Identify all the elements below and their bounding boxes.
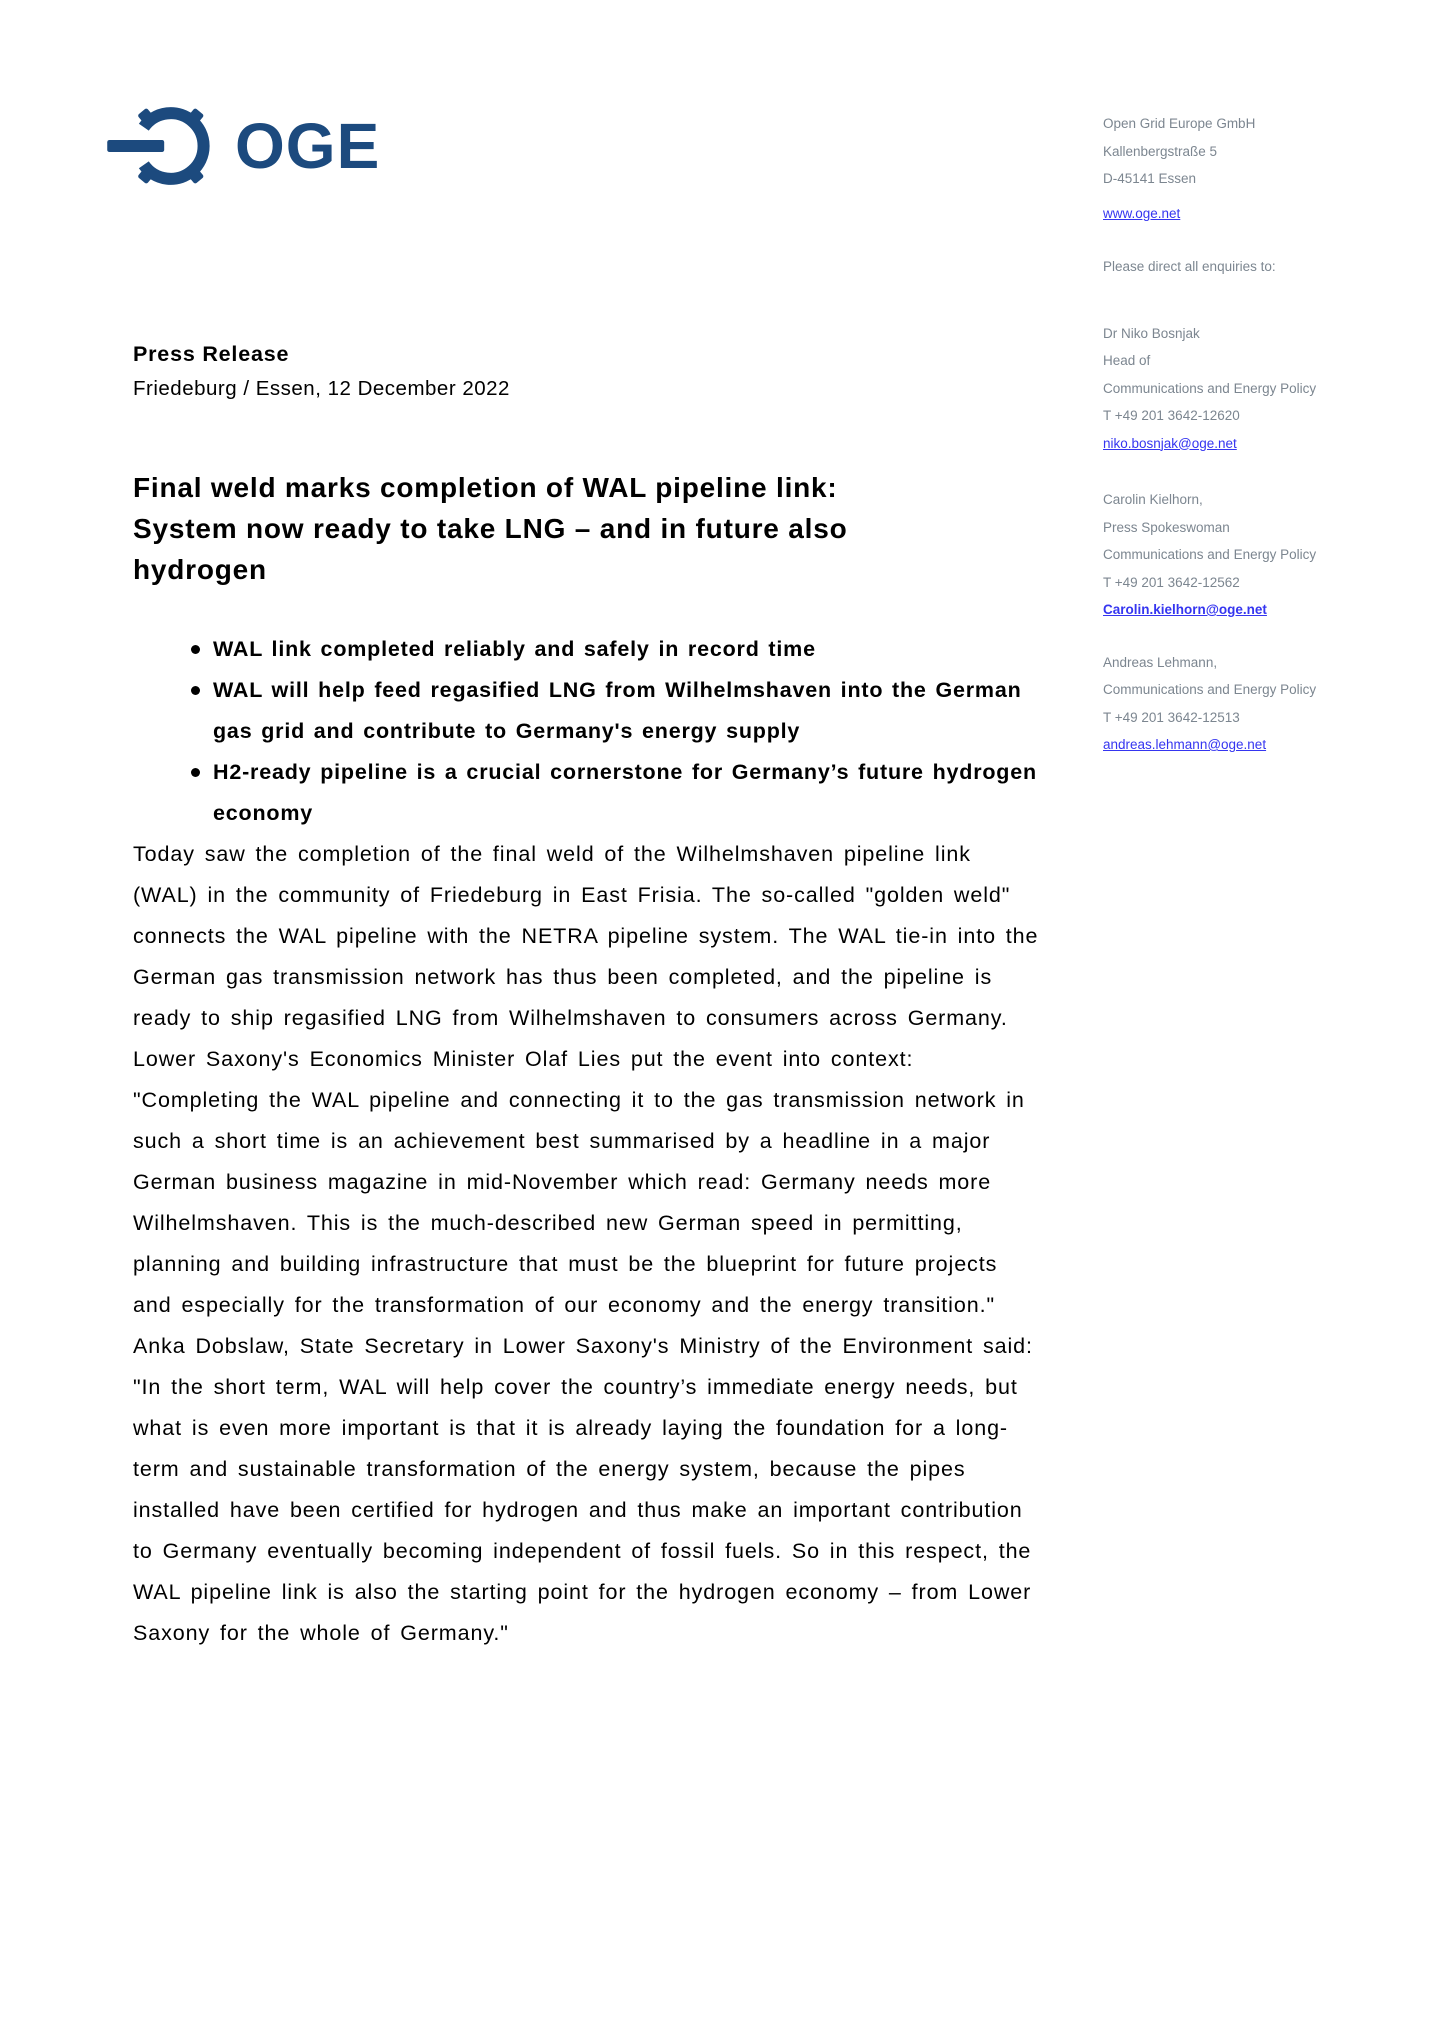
company-website-link[interactable]: www.oge.net — [1103, 205, 1181, 221]
key-points-list — [133, 629, 1041, 834]
press-release-document — [133, 340, 1041, 1654]
contact-email-link[interactable]: Carolin.kielhorn@oge.net — [1103, 602, 1267, 617]
press-release-label: Press Release — [133, 342, 290, 366]
dateline: Friedeburg / Essen, 12 December 2022 — [133, 377, 510, 400]
pipeline-ring-icon — [103, 100, 221, 192]
contact-block-andreas-lehmann — [1103, 649, 1403, 759]
company-name: Open Grid Europe GmbH — [1103, 116, 1256, 131]
oge-logo — [103, 100, 380, 192]
key-point: WAL link completed reliably and safely in record time — [133, 629, 1041, 670]
headline-line: Final weld marks completion of WAL pipeline link: — [133, 472, 838, 503]
contact-name: Carolin Kielhorn, — [1103, 492, 1203, 507]
contact-name: Andreas Lehmann, — [1103, 654, 1218, 670]
contact-department: Communications and Energy Policy — [1103, 380, 1317, 396]
contact-role: Head of — [1103, 353, 1151, 368]
headline — [133, 467, 1041, 590]
contact-sidebar — [1103, 110, 1403, 759]
company-city: D-45141 Essen — [1103, 171, 1197, 186]
paragraph: Lower Saxony's Economics Minister Olaf Lies put the event into context: "Completing the WAL pipeline and connecting it to the gas transmission network in such a short time is an achievement best summarised by a headline in a major German business magazine in mid-November which read: Germany needs more Wilhelmshaven. This is the much-described new German speed in permitting, planning and building infrastructure that must be the blueprint for future projects and especially for the transformation of our economy and the energy transition." — [133, 1047, 1025, 1317]
contact-phone: T +49 201 3642-12620 — [1103, 408, 1240, 423]
contact-role: Press Spokeswoman — [1103, 519, 1230, 535]
body-text — [133, 834, 1041, 1654]
company-street: Kallenbergstraße 5 — [1103, 143, 1218, 159]
contact-block-niko-bosnjak — [1103, 320, 1403, 458]
contact-block-carolin-kielhorn — [1103, 486, 1403, 624]
contact-name: Dr Niko Bosnjak — [1103, 325, 1200, 341]
contact-email-link[interactable]: andreas.lehmann@oge.net — [1103, 737, 1267, 752]
headline-line: System now ready to take LNG – and in future also — [133, 513, 848, 544]
contact-department: Communications and Energy Policy — [1103, 547, 1317, 562]
contact-phone: T +49 201 3642-12562 — [1103, 574, 1240, 590]
headline-line: hydrogen — [133, 554, 267, 585]
contact-phone: T +49 201 3642-12513 — [1103, 709, 1240, 725]
key-point: H2-ready pipeline is a crucial cornerstone for Germany’s future hydrogen economy — [133, 752, 1041, 834]
key-point: WAL will help feed regasified LNG from Wilhelmshaven into the German gas grid and contribute to Germany's energy supply — [133, 670, 1041, 752]
paragraph: Today saw the completion of the final weld of the Wilhelmshaven pipeline link (WAL) in the community of Friedeburg in East Frisia. The so-called "golden weld" connects the WAL pipeline with the NETRA pipeline system. The WAL tie-in into the German gas transmission network has thus been completed, and the pipeline is ready to ship regasified LNG from Wilhelmshaven to consumers across Germany. — [133, 842, 1039, 1030]
paragraph: Anka Dobslaw, State Secretary in Lower Saxony's Ministry of the Environment said: "In the short term, WAL will help cover the country’s immediate energy needs, but what is even more important is that it is already laying the foundation for a long-term and sustainable transformation of the energy system, because the pipes installed have been certified for hydrogen and thus make an important contribution to Germany eventually becoming independent of fossil fuels. So in this respect, the WAL pipeline link is also the starting point for the hydrogen economy – from Lower Saxony for the whole of Germany." — [133, 1334, 1033, 1645]
contact-email-link[interactable]: niko.bosnjak@oge.net — [1103, 435, 1237, 451]
enquiries-note: Please direct all enquiries to: — [1103, 259, 1276, 274]
contact-department: Communications and Energy Policy — [1103, 682, 1317, 697]
oge-logo-text: OGE — [235, 110, 381, 182]
